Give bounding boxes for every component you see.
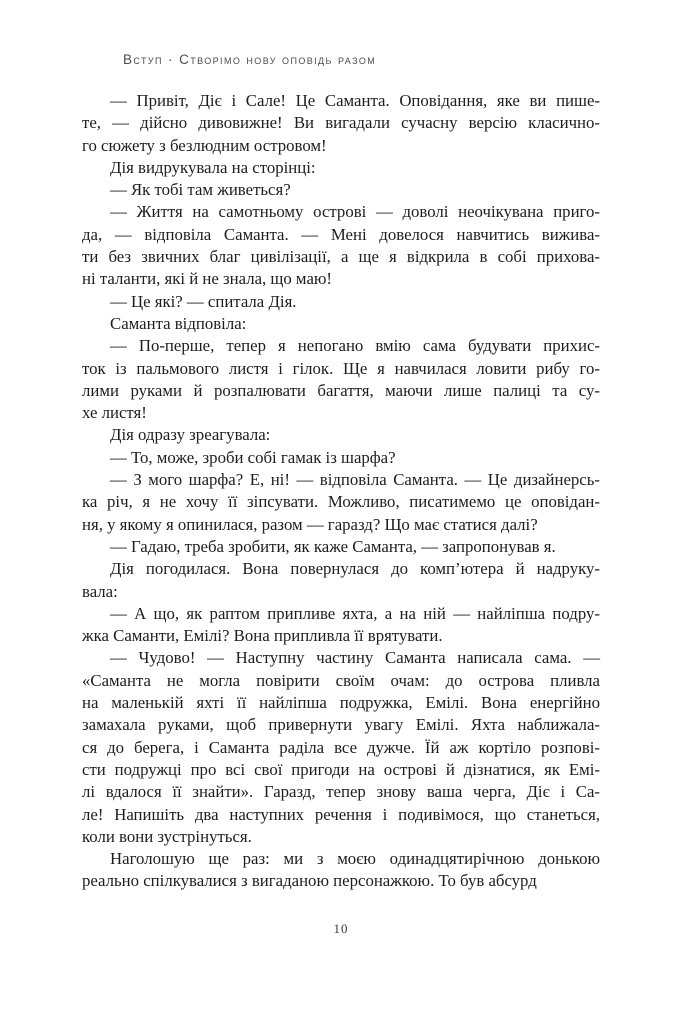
text-line: ні таланти, які й не знала, що маю!: [82, 269, 333, 289]
paragraph: [82, 647, 600, 848]
paragraph: [82, 536, 600, 558]
text-line: — А що, як раптом припливе яхта, а на ній — найліпша подру-: [110, 603, 600, 623]
text-line: вала:: [82, 581, 118, 601]
paragraph: [82, 90, 600, 157]
text-line: — Гадаю, треба зробити, як каже Саманта, — запропонував я.: [110, 536, 556, 556]
text-line: го сюжету з безлюдним островом!: [82, 135, 327, 155]
paragraph: [82, 291, 600, 313]
text-line: на маленькій яхті її найліпша подружка, Емілі. Вона енергійно: [82, 693, 600, 713]
text-line: ле! Напишіть два наступних речення і подивімося, що станеться,: [82, 804, 600, 824]
text-line: — Це які? — спитала Дія.: [110, 291, 297, 311]
paragraph: [82, 848, 600, 893]
text-line: жка Саманти, Емілі? Вона припливла її врятувати.: [82, 626, 443, 646]
paragraph: [82, 447, 600, 469]
text-line: Саманта відповіла:: [110, 313, 247, 333]
text-block: [82, 90, 600, 893]
text-line: «Саманта не могла повірити своїм очам: до острова пливла: [82, 670, 600, 690]
paragraph: [82, 558, 600, 603]
text-line: лими руками й розпалювати багаття, маючи лише палиці та су-: [82, 380, 600, 400]
text-line: — Як тобі там живеться?: [110, 180, 291, 200]
text-line: — З мого шарфа? Е, ні! — відповіла Саманта. — Це дизайнерсь-: [110, 470, 600, 490]
text-line: Дія видрукувала на сторінці:: [110, 157, 316, 177]
text-line: ка річ, я не хочу її зіпсувати. Можливо, писатимемо це оповідан-: [82, 492, 600, 512]
text-line: Дія погодилася. Вона повернулася до комп’ютера й надруку-: [110, 559, 600, 579]
text-line: — По-перше, тепер я непогано вмію сама будувати прихис-: [110, 336, 600, 356]
text-line: Наголошую ще раз: ми з моєю одинадцятирічною донькою: [110, 849, 600, 869]
text-line: Дія одразу зреагувала:: [110, 425, 271, 445]
paragraph: [82, 603, 600, 648]
text-line: лі вдалося її знайти». Гаразд, тепер знову ваша черга, Діє і Са-: [82, 782, 600, 802]
paragraph: [82, 179, 600, 201]
paragraph: [82, 157, 600, 179]
text-line: замахала руками, щоб привернути увагу Емілі. Яхта наближала-: [82, 715, 600, 735]
paragraph: [82, 469, 600, 536]
paragraph: [82, 313, 600, 335]
text-line: — Життя на самотньому острові — доволі неочікувана приго-: [110, 202, 600, 222]
text-line: — Привіт, Діє і Сале! Це Саманта. Оповідання, яке ви пише-: [110, 91, 600, 110]
text-line: ток із пальмового листя і гілок. Ще я навчилася ловити рибу го-: [82, 358, 600, 378]
text-line: ти без звичних благ цивілізації, а ще я відкрила в собі прихова-: [82, 247, 600, 267]
running-header: Вступ · Створімо нову оповідь разом: [123, 52, 377, 67]
text-line: коли вони зустрінуться.: [82, 826, 252, 846]
text-line: да, — відповіла Саманта. — Мені довелося навчитись вижива-: [82, 224, 600, 244]
paragraph: [82, 424, 600, 446]
text-line: сти подружці про всі свої пригоди на острові й дізнатися, як Емі-: [82, 759, 600, 779]
paragraph: [82, 201, 600, 290]
text-line: те, — дійсно дивовижне! Ви вигадали сучасну версію класично-: [82, 113, 600, 133]
text-line: реально спілкувалися з вигаданою персонажкою. То був абсурд: [82, 871, 537, 891]
text-line: хе листя!: [82, 403, 147, 423]
paragraph: [82, 335, 600, 424]
page-number: 10: [333, 921, 349, 936]
text-line: — То, може, зроби собі гамак із шарфа?: [110, 447, 396, 467]
text-line: ня, у якому я опинилася, разом — гаразд? Що має статися далі?: [82, 514, 538, 534]
text-line: ся до берега, і Саманта раділа все дужче. Їй аж кортіло розпові-: [82, 737, 600, 757]
text-line: — Чудово! — Наступну частину Саманта написала сама. —: [110, 648, 600, 668]
